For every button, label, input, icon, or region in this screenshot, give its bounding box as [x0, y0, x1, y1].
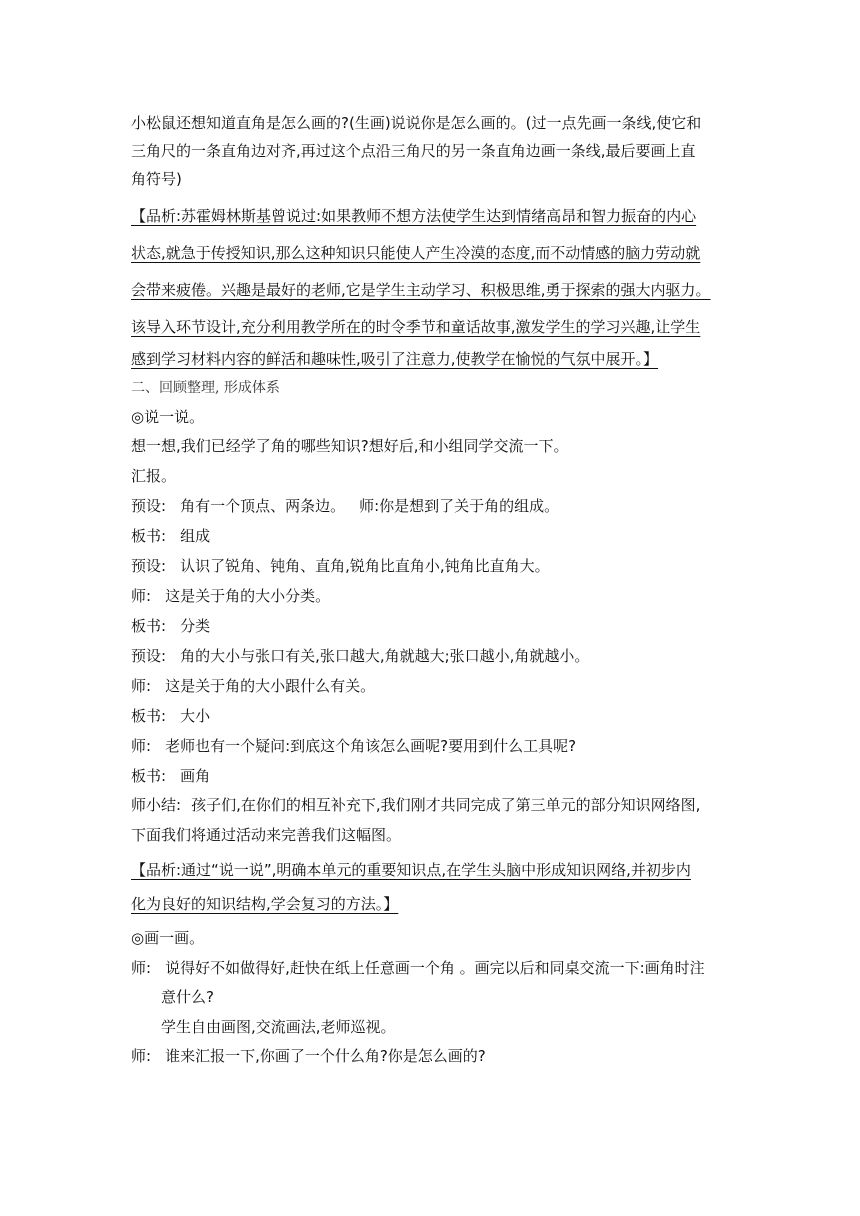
dialogue-text: 这是关于角的大小分类。 — [165, 587, 331, 605]
dialogue-line — [131, 1046, 741, 1066]
dialogue-line — [131, 496, 741, 516]
dialogue-line — [131, 706, 741, 726]
dialogue-continuation: 学生自由画图,交流画法,老师巡视。 — [161, 1018, 396, 1036]
dialogue-text: 组成 — [180, 527, 211, 545]
paragraph-line: 角符号) — [131, 170, 182, 188]
speaker-label: 预设: — [131, 557, 167, 575]
activity-heading: ◎说一说。 — [131, 408, 205, 426]
dialogue-text: 你是想到了关于角的组成。 — [379, 497, 560, 515]
dialogue-text: 分类 — [180, 617, 211, 635]
dialogue-line — [131, 646, 741, 666]
speaker-label: 师: — [131, 1047, 152, 1065]
speaker-label: 师: — [359, 497, 380, 515]
paragraph-line: 小松鼠还想知道直角是怎么画的?(生画)说说你是怎么画的。(过一点先画一条线,使它和 — [131, 114, 702, 132]
commentary-line: 感到学习材料内容的鲜活和趣味性,吸引了注意力,使教学在愉悦的气氛中展开。】 — [131, 350, 659, 368]
commentary-line — [131, 206, 741, 226]
paragraph-line: 三角尺的一条直角边对齐,再过这个点沿三角尺的另一条直角边画一条线,最后要画上直 — [131, 142, 696, 160]
speaker-label: 师小结: — [131, 796, 182, 814]
dialogue-line — [131, 736, 741, 756]
speaker-label: 师: — [131, 587, 152, 605]
dialogue-text: 画角 — [180, 767, 211, 785]
dialogue-text: 大小 — [180, 707, 211, 725]
dialogue-text: 认识了锐角、钝角、直角,锐角比直角小,钝角比直角大。 — [180, 557, 550, 575]
speaker-label: 预设: — [131, 647, 167, 665]
dialogue-text: 老师也有一个疑问:到底这个角该怎么画呢?要用到什么工具呢? — [165, 737, 577, 755]
speaker-label: 板书: — [131, 527, 167, 545]
dialogue-line — [131, 766, 741, 786]
paragraph-line: 想一想,我们已经学了角的哪些知识?想好后,和小组同学交流一下。 — [131, 437, 569, 455]
dialogue-text: 角有一个顶点、两条边。 — [180, 497, 346, 515]
speaker-label: 师: — [131, 677, 152, 695]
speaker-label: 师: — [131, 959, 152, 977]
dialogue-text: 谁来汇报一下,你画了一个什么角?你是怎么画的? — [165, 1047, 486, 1065]
dialogue-text: 角的大小与张口有关,张口越大,角就越大;张口越小,角就越小。 — [180, 647, 590, 665]
commentary-text: 【品析:苏霍姆林斯基曾说过:如果教师不想方法使学生达到情绪高昂和智力振奋的内心 — [131, 207, 697, 225]
dialogue-line — [131, 526, 741, 546]
dialogue-line — [131, 616, 741, 636]
dialogue-line — [131, 958, 741, 978]
paragraph-line: 下面我们将通过活动来完善我们这幅图。 — [131, 826, 402, 844]
paragraph-line: 汇报。 — [131, 467, 177, 485]
dialogue-line — [131, 556, 741, 576]
commentary-line: 【品析:通过“说一说”,明确本单元的重要知识点,在学生头脑中形成知识网络,并初步内 — [131, 861, 691, 879]
commentary-line: 状态,就急于传授知识,那么这种知识只能使人产生冷漠的态度,而不动情感的脑力劳动就 — [131, 244, 701, 262]
dialogue-text: 孩子们,在你们的相互补充下,我们刚才共同完成了第三单元的部分知识网络图, — [191, 796, 701, 814]
commentary-line: 会带来疲倦。兴趣是最好的老师,它是学生主动学习、积极思维,勇于探索的强大内驱力。 — [131, 281, 711, 299]
speaker-label: 师: — [131, 737, 152, 755]
speaker-label: 预设: — [131, 497, 167, 515]
speaker-label: 板书: — [131, 617, 167, 635]
commentary-line: 化为良好的知识结构,学会复习的方法。】 — [131, 895, 399, 913]
speaker-label: 板书: — [131, 707, 167, 725]
dialogue-text: 这是关于角的大小跟什么有关。 — [165, 677, 376, 695]
activity-heading: ◎画一画。 — [131, 929, 205, 947]
dialogue-continuation: 意什么? — [161, 988, 214, 1006]
dialogue-line — [131, 586, 741, 606]
speaker-label: 板书: — [131, 767, 167, 785]
dialogue-line — [131, 676, 741, 696]
commentary-line: 该导入环节设计,充分利用教学所在的时令季节和童话故事,激发学生的学习兴趣,让学生 — [131, 318, 701, 336]
section-heading: 二、回顾整理, 形成体系 — [131, 380, 280, 396]
dialogue-line — [131, 795, 741, 815]
dialogue-text: 说得好不如做得好,赶快在纸上任意画一个角 。画完以后和同桌交流一下:画角时注 — [165, 959, 705, 977]
